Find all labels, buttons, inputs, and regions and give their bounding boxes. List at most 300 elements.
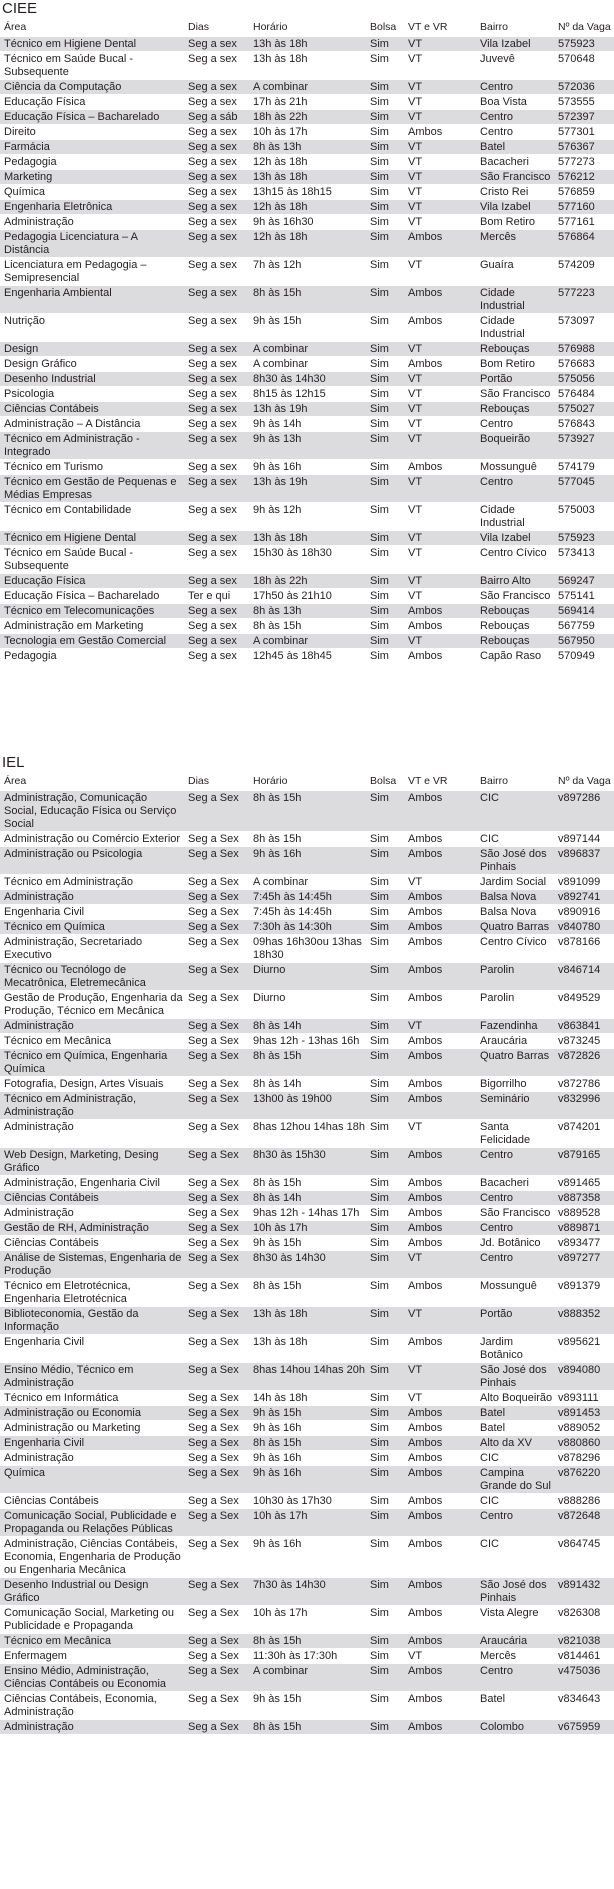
cell-bairro: Santa Felicidade bbox=[476, 1120, 554, 1148]
cell-horario: A combinar bbox=[249, 1664, 366, 1692]
cell-vaga: 572397 bbox=[554, 110, 614, 125]
cell-vt-vr: VT bbox=[404, 170, 476, 185]
table-row bbox=[0, 546, 614, 574]
table-row bbox=[0, 1649, 614, 1664]
cell-vt-vr: Ambos bbox=[404, 832, 476, 847]
cell-dias: Seg a Sex bbox=[184, 1279, 249, 1307]
cell-bolsa: Sim bbox=[366, 1649, 404, 1664]
cell-vaga: 576859 bbox=[554, 185, 614, 200]
cell-vt-vr: VT bbox=[404, 574, 476, 589]
cell-bolsa: Sim bbox=[366, 1206, 404, 1221]
cell-horario: 10h às 17h bbox=[249, 1221, 366, 1236]
cell-horario: 18h às 22h bbox=[249, 110, 366, 125]
table-row bbox=[0, 155, 614, 170]
table-row bbox=[0, 1509, 614, 1537]
cell-vaga: v893111 bbox=[554, 1391, 614, 1406]
cell-bolsa: Sim bbox=[366, 905, 404, 920]
cell-bairro: Rebouças bbox=[476, 604, 554, 619]
cell-bolsa: Sim bbox=[366, 1092, 404, 1120]
cell-vt-vr: VT bbox=[404, 258, 476, 286]
cell-dias: Seg a Sex bbox=[184, 1391, 249, 1406]
cell-bairro: Quatro Barras bbox=[476, 1049, 554, 1077]
cell-vt-vr: Ambos bbox=[404, 357, 476, 372]
cell-vaga: v874201 bbox=[554, 1120, 614, 1148]
cell-vaga: v872826 bbox=[554, 1049, 614, 1077]
cell-area: Psicologia bbox=[0, 387, 184, 402]
cell-vt-vr: Ambos bbox=[404, 1692, 476, 1720]
cell-horario: 17h às 21h bbox=[249, 95, 366, 110]
cell-area: Administração bbox=[0, 1720, 184, 1735]
cell-dias: Seg a Sex bbox=[184, 1335, 249, 1363]
cell-area: Administração, Comunicação Social, Educação Física ou Serviço Social bbox=[0, 791, 184, 832]
cell-vt-vr: Ambos bbox=[404, 1436, 476, 1451]
cell-dias: Seg a sex bbox=[184, 314, 249, 342]
cell-vaga: v878296 bbox=[554, 1451, 614, 1466]
table-row bbox=[0, 1436, 614, 1451]
cell-bairro: Quatro Barras bbox=[476, 920, 554, 935]
cell-area: Administração bbox=[0, 1120, 184, 1148]
cell-bairro: São José dos Pinhais bbox=[476, 1363, 554, 1391]
cell-vt-vr: Ambos bbox=[404, 619, 476, 634]
cell-dias: Seg a Sex bbox=[184, 1092, 249, 1120]
cell-bairro: Araucária bbox=[476, 1034, 554, 1049]
cell-horario: 9h às 16h bbox=[249, 1466, 366, 1494]
cell-vt-vr: VT bbox=[404, 503, 476, 531]
cell-vaga: 575141 bbox=[554, 589, 614, 604]
cell-vaga: v888352 bbox=[554, 1307, 614, 1335]
col-header-area: Área bbox=[4, 21, 27, 33]
cell-horario: 8h às 15h bbox=[249, 1634, 366, 1649]
cell-vaga: 577160 bbox=[554, 200, 614, 215]
table-row bbox=[0, 110, 614, 125]
cell-bolsa: Sim bbox=[366, 619, 404, 634]
cell-vaga: v872648 bbox=[554, 1509, 614, 1537]
table-row bbox=[0, 1494, 614, 1509]
cell-bairro: Vila Izabel bbox=[476, 37, 554, 52]
cell-vaga: v891099 bbox=[554, 875, 614, 890]
cell-area: Técnico em Gestão de Pequenas e Médias Empresas bbox=[0, 475, 184, 503]
cell-vaga: v864745 bbox=[554, 1537, 614, 1578]
cell-vt-vr: VT bbox=[404, 200, 476, 215]
cell-bolsa: Sim bbox=[366, 372, 404, 387]
cell-area: Administração, Secretariado Executivo bbox=[0, 935, 184, 963]
cell-horario: A combinar bbox=[249, 634, 366, 649]
cell-bairro: Boqueirão bbox=[476, 432, 554, 460]
cell-dias: Seg a Sex bbox=[184, 1077, 249, 1092]
cell-bairro: São Francisco bbox=[476, 170, 554, 185]
cell-horario: 9h às 16h bbox=[249, 460, 366, 475]
cell-area: Técnico em Administração, Administração bbox=[0, 1092, 184, 1120]
cell-horario: 13h às 19h bbox=[249, 475, 366, 503]
cell-bolsa: Sim bbox=[366, 460, 404, 475]
cell-bolsa: Sim bbox=[366, 1494, 404, 1509]
cell-bolsa: Sim bbox=[366, 1451, 404, 1466]
section-title: IEL bbox=[2, 754, 25, 771]
cell-vaga: v880860 bbox=[554, 1436, 614, 1451]
cell-bolsa: Sim bbox=[366, 185, 404, 200]
cell-area: Técnico ou Tecnólogo de Mecatrônica, Eletremecânica bbox=[0, 963, 184, 991]
cell-area: Gestão de Produção, Engenharia da Produção, Técnico em Mecânica bbox=[0, 991, 184, 1019]
cell-vt-vr: VT bbox=[404, 80, 476, 95]
cell-dias: Seg a sex bbox=[184, 170, 249, 185]
cell-bolsa: Sim bbox=[366, 890, 404, 905]
cell-area: Licenciatura em Pedagogia – Semipresencial bbox=[0, 258, 184, 286]
cell-bolsa: Sim bbox=[366, 417, 404, 432]
cell-dias: Seg a sex bbox=[184, 342, 249, 357]
cell-bolsa: Sim bbox=[366, 503, 404, 531]
cell-vt-vr: VT bbox=[404, 37, 476, 52]
cell-area: Técnico em Química, Engenharia Química bbox=[0, 1049, 184, 1077]
cell-area: Técnico em Higiene Dental bbox=[0, 37, 184, 52]
cell-horario: 9h às 15h bbox=[249, 1692, 366, 1720]
col-header-area: Área bbox=[4, 775, 27, 787]
cell-vaga: 570949 bbox=[554, 649, 614, 664]
cell-vaga: 576683 bbox=[554, 357, 614, 372]
cell-bairro: Fazendinha bbox=[476, 1019, 554, 1034]
cell-area: Pedagogia bbox=[0, 155, 184, 170]
cell-horario: 13h às 18h bbox=[249, 1307, 366, 1335]
cell-horario: 8h às 14h bbox=[249, 1191, 366, 1206]
cell-dias: Seg a Sex bbox=[184, 1236, 249, 1251]
cell-vt-vr: Ambos bbox=[404, 920, 476, 935]
cell-dias: Ter e qui bbox=[184, 589, 249, 604]
cell-bolsa: Sim bbox=[366, 634, 404, 649]
cell-vt-vr: VT bbox=[404, 1391, 476, 1406]
cell-bairro: São Francisco bbox=[476, 589, 554, 604]
table-row bbox=[0, 1363, 614, 1391]
cell-dias: Seg a sex bbox=[184, 649, 249, 664]
cell-vt-vr: Ambos bbox=[404, 1191, 476, 1206]
cell-bolsa: Sim bbox=[366, 125, 404, 140]
table-row bbox=[0, 634, 614, 649]
cell-bolsa: Sim bbox=[366, 1509, 404, 1537]
cell-dias: Seg a sex bbox=[184, 402, 249, 417]
table-row bbox=[0, 37, 614, 52]
table-row bbox=[0, 1049, 614, 1077]
col-header-vaga: Nº da Vaga bbox=[558, 775, 611, 787]
cell-bairro: São Francisco bbox=[476, 1206, 554, 1221]
cell-dias: Seg a Sex bbox=[184, 1421, 249, 1436]
cell-bairro: Araucária bbox=[476, 1634, 554, 1649]
cell-horario: 14h às 18h bbox=[249, 1391, 366, 1406]
cell-vt-vr: Ambos bbox=[404, 935, 476, 963]
table-row bbox=[0, 1034, 614, 1049]
table-row bbox=[0, 1077, 614, 1092]
cell-horario: 13h00 às 19h00 bbox=[249, 1092, 366, 1120]
cell-dias: Seg a Sex bbox=[184, 1537, 249, 1578]
cell-vaga: 573097 bbox=[554, 314, 614, 342]
cell-horario: 7h às 12h bbox=[249, 258, 366, 286]
cell-vt-vr: Ambos bbox=[404, 1578, 476, 1606]
cell-horario: 8h às 15h bbox=[249, 791, 366, 832]
cell-vaga: 576484 bbox=[554, 387, 614, 402]
table-row bbox=[0, 1421, 614, 1436]
cell-bairro: Bom Retiro bbox=[476, 215, 554, 230]
cell-area: Administração ou Marketing bbox=[0, 1421, 184, 1436]
cell-area: Comunicação Social, Publicidade e Propaganda ou Relações Públicas bbox=[0, 1509, 184, 1537]
cell-dias: Seg a sex bbox=[184, 52, 249, 80]
cell-bairro: Jardim Botânico bbox=[476, 1335, 554, 1363]
cell-vaga: 575923 bbox=[554, 531, 614, 546]
cell-dias: Seg a Sex bbox=[184, 1251, 249, 1279]
cell-vt-vr: VT bbox=[404, 875, 476, 890]
cell-vt-vr: VT bbox=[404, 110, 476, 125]
cell-vaga: 577273 bbox=[554, 155, 614, 170]
cell-bolsa: Sim bbox=[366, 155, 404, 170]
cell-area: Administração bbox=[0, 1451, 184, 1466]
cell-horario: 8h às 15h bbox=[249, 1436, 366, 1451]
cell-vaga: 576864 bbox=[554, 230, 614, 258]
cell-vt-vr: VT bbox=[404, 1649, 476, 1664]
cell-bolsa: Sim bbox=[366, 963, 404, 991]
cell-vt-vr: Ambos bbox=[404, 230, 476, 258]
cell-vt-vr: VT bbox=[404, 531, 476, 546]
cell-horario: 10h às 17h bbox=[249, 1606, 366, 1634]
table-row bbox=[0, 589, 614, 604]
cell-area: Administração ou Comércio Exterior bbox=[0, 832, 184, 847]
cell-dias: Seg a Sex bbox=[184, 1451, 249, 1466]
cell-bairro: CIC bbox=[476, 791, 554, 832]
cell-bolsa: Sim bbox=[366, 604, 404, 619]
cell-horario: 15h30 às 18h30 bbox=[249, 546, 366, 574]
col-header-vaga: Nº da Vaga bbox=[558, 21, 611, 33]
cell-bolsa: Sim bbox=[366, 110, 404, 125]
cell-vaga: 570648 bbox=[554, 52, 614, 80]
cell-bolsa: Sim bbox=[366, 314, 404, 342]
cell-bairro: Alto da XV bbox=[476, 1436, 554, 1451]
cell-dias: Seg a Sex bbox=[184, 905, 249, 920]
cell-bairro: Portão bbox=[476, 1307, 554, 1335]
cell-vaga: v863841 bbox=[554, 1019, 614, 1034]
cell-bolsa: Sim bbox=[366, 1421, 404, 1436]
table-row bbox=[0, 1092, 614, 1120]
cell-dias: Seg a sex bbox=[184, 37, 249, 52]
cell-vt-vr: VT bbox=[404, 1363, 476, 1391]
cell-bairro: Mossunguê bbox=[476, 460, 554, 475]
cell-dias: Seg a sex bbox=[184, 432, 249, 460]
cell-bolsa: Sim bbox=[366, 1391, 404, 1406]
table-row bbox=[0, 875, 614, 890]
cell-horario: 8h às 15h bbox=[249, 619, 366, 634]
cell-vt-vr: VT bbox=[404, 185, 476, 200]
table-row bbox=[0, 920, 614, 935]
cell-bairro: Centro bbox=[476, 1148, 554, 1176]
cell-bolsa: Sim bbox=[366, 1466, 404, 1494]
cell-bairro: Batel bbox=[476, 140, 554, 155]
cell-horario: 9h às 14h bbox=[249, 417, 366, 432]
cell-area: Administração bbox=[0, 215, 184, 230]
cell-horario: 8h às 15h bbox=[249, 1176, 366, 1191]
cell-dias: Seg a Sex bbox=[184, 847, 249, 875]
cell-dias: Seg a sex bbox=[184, 230, 249, 258]
cell-bolsa: Sim bbox=[366, 546, 404, 574]
cell-dias: Seg a Sex bbox=[184, 1363, 249, 1391]
table-row bbox=[0, 230, 614, 258]
cell-vaga: v890916 bbox=[554, 905, 614, 920]
cell-area: Engenharia Eletrônica bbox=[0, 200, 184, 215]
cell-dias: Seg a Sex bbox=[184, 1120, 249, 1148]
table-row bbox=[0, 1307, 614, 1335]
cell-vt-vr: Ambos bbox=[404, 1221, 476, 1236]
cell-bolsa: Sim bbox=[366, 1578, 404, 1606]
cell-area: Administração bbox=[0, 1019, 184, 1034]
cell-bairro: CIC bbox=[476, 1537, 554, 1578]
cell-dias: Seg a Sex bbox=[184, 935, 249, 963]
cell-horario: 7:45h às 14:45h bbox=[249, 905, 366, 920]
cell-area: Técnico em Mecânica bbox=[0, 1034, 184, 1049]
cell-area: Direito bbox=[0, 125, 184, 140]
cell-bairro: Vila Izabel bbox=[476, 531, 554, 546]
cell-bairro: Colombo bbox=[476, 1720, 554, 1735]
cell-bolsa: Sim bbox=[366, 215, 404, 230]
table-row bbox=[0, 1279, 614, 1307]
cell-horario: A combinar bbox=[249, 875, 366, 890]
cell-vt-vr: Ambos bbox=[404, 1421, 476, 1436]
cell-vt-vr: Ambos bbox=[404, 1451, 476, 1466]
table-row bbox=[0, 1466, 614, 1494]
cell-horario: 10h às 17h bbox=[249, 125, 366, 140]
cell-area: Pedagogia Licenciatura – A Distância bbox=[0, 230, 184, 258]
cell-dias: Seg a Sex bbox=[184, 1034, 249, 1049]
cell-area: Enfermagem bbox=[0, 1649, 184, 1664]
cell-bairro: Centro bbox=[476, 125, 554, 140]
cell-area: Ciências Contábeis bbox=[0, 1494, 184, 1509]
cell-vt-vr: VT bbox=[404, 155, 476, 170]
cell-area: Educação Física bbox=[0, 95, 184, 110]
cell-vaga: v846714 bbox=[554, 963, 614, 991]
cell-bairro: Campina Grande do Sul bbox=[476, 1466, 554, 1494]
cell-vaga: v891453 bbox=[554, 1406, 614, 1421]
cell-area: Técnico em Química bbox=[0, 920, 184, 935]
cell-bairro: Bacacheri bbox=[476, 1176, 554, 1191]
cell-dias: Seg a sex bbox=[184, 215, 249, 230]
cell-vt-vr: Ambos bbox=[404, 1236, 476, 1251]
cell-bolsa: Sim bbox=[366, 387, 404, 402]
cell-horario: 10h30 às 17h30 bbox=[249, 1494, 366, 1509]
cell-area: Nutrição bbox=[0, 314, 184, 342]
cell-horario: 9h às 16h bbox=[249, 847, 366, 875]
cell-vaga: v475036 bbox=[554, 1664, 614, 1692]
cell-vaga: v889052 bbox=[554, 1421, 614, 1436]
cell-bairro: Seminário bbox=[476, 1092, 554, 1120]
cell-dias: Seg a Sex bbox=[184, 1634, 249, 1649]
cell-dias: Seg a Sex bbox=[184, 1436, 249, 1451]
cell-bairro: Cidade Industrial bbox=[476, 503, 554, 531]
cell-bairro: Batel bbox=[476, 1421, 554, 1436]
cell-vaga: 574179 bbox=[554, 460, 614, 475]
cell-horario: 12h às 18h bbox=[249, 230, 366, 258]
cell-horario: 8h30 às 14h30 bbox=[249, 1251, 366, 1279]
cell-bolsa: Sim bbox=[366, 1537, 404, 1578]
cell-bolsa: Sim bbox=[366, 1120, 404, 1148]
cell-bairro: Jd. Botânico bbox=[476, 1236, 554, 1251]
cell-bairro: Centro bbox=[476, 1191, 554, 1206]
cell-bolsa: Sim bbox=[366, 432, 404, 460]
table-row bbox=[0, 791, 614, 832]
table-row bbox=[0, 574, 614, 589]
cell-vaga: v891379 bbox=[554, 1279, 614, 1307]
cell-vt-vr: VT bbox=[404, 1307, 476, 1335]
cell-bairro: CIC bbox=[476, 1494, 554, 1509]
cell-bairro: Boa Vista bbox=[476, 95, 554, 110]
cell-dias: Seg a sex bbox=[184, 185, 249, 200]
cell-horario: 12h45 às 18h45 bbox=[249, 649, 366, 664]
cell-vt-vr: VT bbox=[404, 1120, 476, 1148]
cell-vt-vr: Ambos bbox=[404, 1664, 476, 1692]
cell-vaga: v849529 bbox=[554, 991, 614, 1019]
cell-vaga: v826308 bbox=[554, 1606, 614, 1634]
cell-area: Design Gráfico bbox=[0, 357, 184, 372]
table-row bbox=[0, 847, 614, 875]
cell-horario: 13h às 18h bbox=[249, 37, 366, 52]
cell-vaga: 573413 bbox=[554, 546, 614, 574]
cell-vaga: 575056 bbox=[554, 372, 614, 387]
cell-area: Ensino Médio, Administração, Ciências Contábeis ou Economia bbox=[0, 1664, 184, 1692]
cell-vaga: v840780 bbox=[554, 920, 614, 935]
table-row bbox=[0, 372, 614, 387]
cell-bolsa: Sim bbox=[366, 847, 404, 875]
cell-dias: Seg a Sex bbox=[184, 1606, 249, 1634]
cell-bairro: Centro Cívico bbox=[476, 935, 554, 963]
cell-area: Técnico em Turismo bbox=[0, 460, 184, 475]
cell-bolsa: Sim bbox=[366, 1720, 404, 1735]
cell-bolsa: Sim bbox=[366, 920, 404, 935]
cell-dias: Seg a sex bbox=[184, 140, 249, 155]
cell-area: Educação Física – Bacharelado bbox=[0, 589, 184, 604]
cell-bairro: Alto Boqueirão bbox=[476, 1391, 554, 1406]
table-row bbox=[0, 1206, 614, 1221]
cell-dias: Seg a sex bbox=[184, 258, 249, 286]
cell-bolsa: Sim bbox=[366, 475, 404, 503]
table-row bbox=[0, 1148, 614, 1176]
cell-vt-vr: VT bbox=[404, 52, 476, 80]
cell-area: Administração – A Distância bbox=[0, 417, 184, 432]
cell-bairro: São Francisco bbox=[476, 387, 554, 402]
table-row bbox=[0, 1537, 614, 1578]
iel-section bbox=[0, 740, 614, 1889]
cell-area: Ciências Contábeis, Economia, Administração bbox=[0, 1692, 184, 1720]
cell-vaga: 576988 bbox=[554, 342, 614, 357]
cell-bolsa: Sim bbox=[366, 200, 404, 215]
cell-dias: Seg a sex bbox=[184, 619, 249, 634]
cell-area: Técnico em Informática bbox=[0, 1391, 184, 1406]
cell-area: Fotografia, Design, Artes Visuais bbox=[0, 1077, 184, 1092]
cell-dias: Seg a sex bbox=[184, 372, 249, 387]
cell-bairro: Mossunguê bbox=[476, 1279, 554, 1307]
cell-dias: Seg a sex bbox=[184, 155, 249, 170]
cell-horario: 9h às 15h bbox=[249, 1406, 366, 1421]
cell-horario: 18h às 22h bbox=[249, 574, 366, 589]
cell-horario: 8h às 14h bbox=[249, 1019, 366, 1034]
cell-horario: 13h às 18h bbox=[249, 52, 366, 80]
cell-vt-vr: Ambos bbox=[404, 1720, 476, 1735]
cell-vt-vr: Ambos bbox=[404, 963, 476, 991]
cell-vaga: 575027 bbox=[554, 402, 614, 417]
cell-horario: 8has 14hou 14has 20h bbox=[249, 1363, 366, 1391]
cell-bolsa: Sim bbox=[366, 95, 404, 110]
cell-bairro: CIC bbox=[476, 1451, 554, 1466]
cell-horario: 13h às 18h bbox=[249, 170, 366, 185]
table-row bbox=[0, 140, 614, 155]
cell-vt-vr: Ambos bbox=[404, 1509, 476, 1537]
cell-vt-vr: Ambos bbox=[404, 1634, 476, 1649]
cell-dias: Seg a Sex bbox=[184, 1664, 249, 1692]
cell-vt-vr: VT bbox=[404, 342, 476, 357]
cell-vt-vr: Ambos bbox=[404, 460, 476, 475]
cell-dias: Seg a Sex bbox=[184, 1191, 249, 1206]
cell-bolsa: Sim bbox=[366, 649, 404, 664]
cell-bairro: Centro bbox=[476, 1664, 554, 1692]
